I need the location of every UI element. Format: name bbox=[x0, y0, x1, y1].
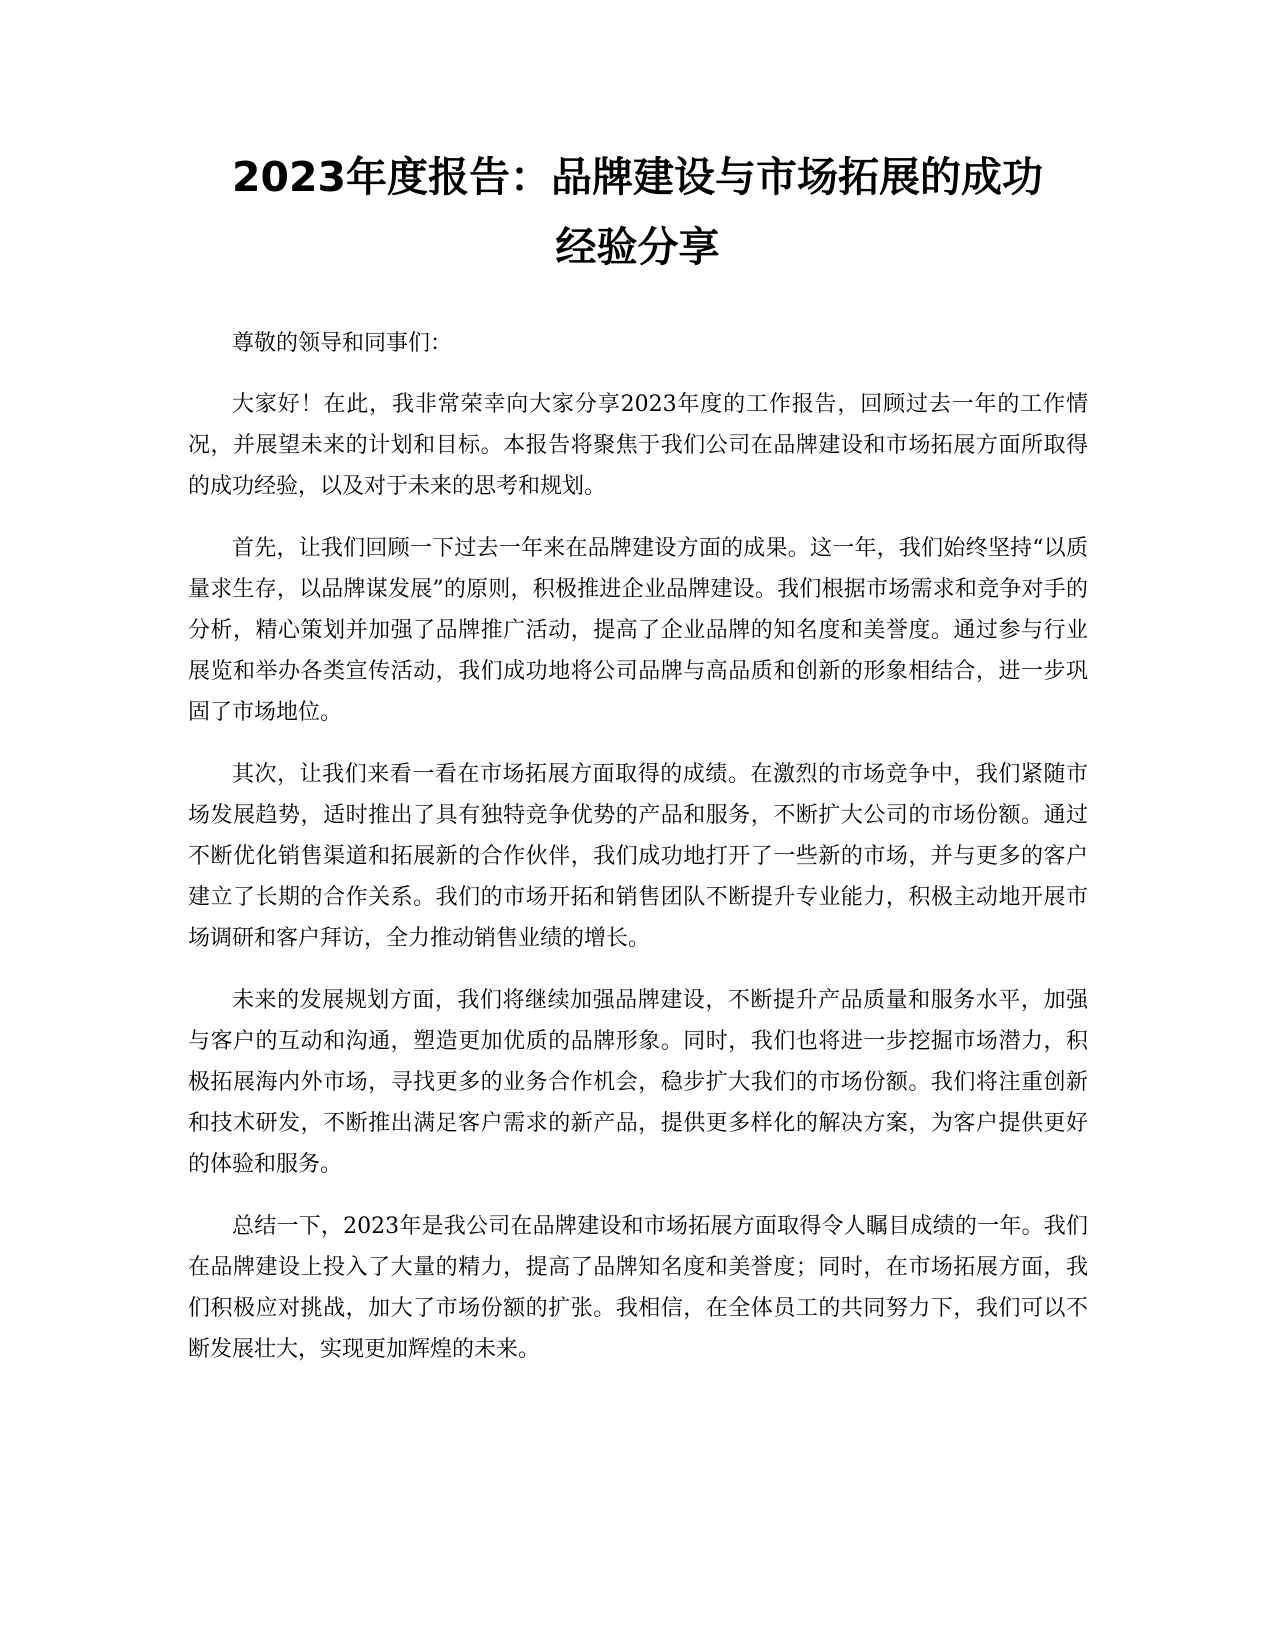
paragraph-summary: 总结一下，2023年是我公司在品牌建设和市场拓展方面取得令人瞩目成绩的一年。我们在品牌建设上投入了大量的精力，提高了品牌知名度和美誉度；同时，在市场拓展方面，我们积极应对挑战，加大了市场份额的扩张。我相信，在全体员工的共同努力下，我们可以不断发展壮大，实现更加辉煌的未来。 bbox=[188, 1214, 1088, 1362]
paragraph-future-plan: 未来的发展规划方面，我们将继续加强品牌建设，不断提升产品质量和服务水平，加强与客户的互动和沟通，塑造更加优质的品牌形象。同时，我们也将进一步挖掘市场潜力，积极拓展海内外市场，寻找更多的业务合作机会，稳步扩大我们的市场份额。我们将注重创新和技术研发，不断推出满足客户需求的新产品，提供更多样化的解决方案，为客户提供更好的体验和服务。 bbox=[188, 988, 1088, 1177]
paragraph-market-expansion: 其次，让我们来看一看在市场拓展方面取得的成绩。在激烈的市场竞争中，我们紧随市场发展趋势，适时推出了具有独特竞争优势的产品和服务，不断扩大公司的市场份额。通过不断优化销售渠道和拓展新的合作伙伴，我们成功地打开了一些新的市场，并与更多的客户建立了长期的合作关系。我们的市场开拓和销售团队不断提升专业能力，积极主动地开展市场调研和客户拜访，全力推动销售业绩的增长。 bbox=[188, 762, 1088, 951]
paragraph-intro: 大家好！在此，我非常荣幸向大家分享2023年度的工作报告，回顾过去一年的工作情况，并展望未来的计划和目标。本报告将聚焦于我们公司在品牌建设和市场拓展方面所取得的成功经验，以及对于未来的思考和规划。 bbox=[188, 392, 1088, 499]
document-title-line-2: 经验分享 bbox=[555, 223, 720, 271]
document-title bbox=[150, 142, 1125, 282]
document-title-line-1: 2023年度报告：品牌建设与市场拓展的成功 bbox=[231, 153, 1044, 201]
salutation: 尊敬的领导和同事们： bbox=[232, 331, 453, 356]
paragraph-brand-building: 首先，让我们回顾一下过去一年来在品牌建设方面的成果。这一年，我们始终坚持“以质量求生存，以品牌谋发展”的原则，积极推进企业品牌建设。我们根据市场需求和竞争对手的分析，精心策划并加强了品牌推广活动，提高了企业品牌的知名度和美誉度。通过参与行业展览和举办各类宣传活动，我们成功地将公司品牌与高品质和创新的形象相结合，进一步巩固了市场地位。 bbox=[188, 536, 1088, 725]
document-body bbox=[188, 323, 1088, 1391]
